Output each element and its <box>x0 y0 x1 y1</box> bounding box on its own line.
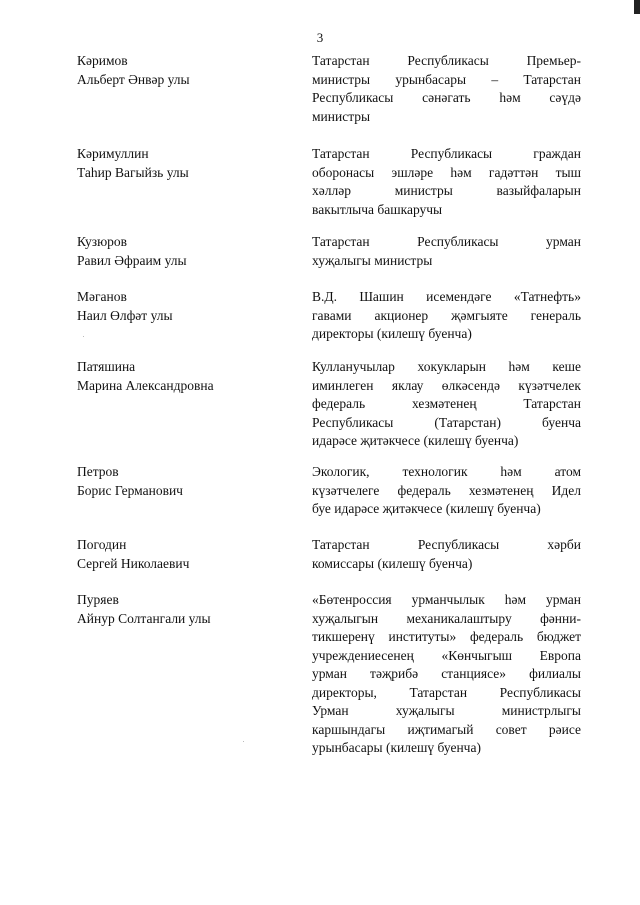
member-name <box>77 463 277 500</box>
member-given-names: Айнур Солтангали улы <box>77 610 211 626</box>
member-name <box>77 591 277 628</box>
position-line: хәлләр министры вазыйфаларын <box>312 183 581 198</box>
position-line: учреждениесенең «Көнчыгыш Европа <box>312 647 581 663</box>
position-line: гавами акционер җәмгыяте генераль <box>312 307 581 323</box>
position-line: вакытлыча башкаручы <box>312 201 443 217</box>
member-given-names: Сергей Николаевич <box>77 555 190 571</box>
member-name <box>77 536 277 573</box>
member-given-names: Таһир Вагыйзь улы <box>77 164 189 180</box>
position-line: Татарстан Республикасы урман <box>312 234 581 249</box>
member-name <box>77 52 277 89</box>
position-line: идарәсе җитәкчесе (килешү буенча) <box>312 433 519 448</box>
member-position <box>312 536 581 573</box>
page-number: 3 <box>316 30 324 45</box>
member-name <box>77 233 277 270</box>
member-position <box>312 358 581 451</box>
position-line: комиссары (килешү буенча) <box>312 555 473 571</box>
member-position <box>312 52 581 126</box>
member-given-names: Альберт Әнвәр улы <box>77 71 190 87</box>
position-line: хуҗалыгы министры <box>312 252 433 268</box>
position-line: «Бөтенроссия урманчылык һәм урман <box>312 592 581 607</box>
member-given-names: Равил Әфраим улы <box>77 252 187 268</box>
position-line: оборонасы эшләре һәм гадәттән тыш <box>312 164 581 180</box>
position-line: Кулланучылар хокукларын һәм кеше <box>312 359 581 374</box>
position-line: Татарстан Республикасы граждан <box>312 146 581 161</box>
member-name <box>77 288 277 325</box>
member-surname: Патяшина <box>77 359 136 374</box>
scan-speck <box>243 741 244 742</box>
position-line: федераль хезмәтенең Татарстан <box>312 396 581 411</box>
position-line: Республикасы сәнәгать һәм сәүдә <box>312 90 581 105</box>
position-line: хуҗалыгын механикалаштыру фәнни- <box>312 610 581 626</box>
position-line: тикшеренү институты» федераль бюджет <box>312 629 581 644</box>
position-line: Татарстан Республикасы Премьер- <box>312 53 581 68</box>
member-surname: Кәримов <box>77 53 128 68</box>
member-position <box>312 463 581 519</box>
position-line: урынбасары (килешү буенча) <box>312 740 481 755</box>
position-line: күзәтчелеге федераль хезмәтенең Идел <box>312 482 581 498</box>
member-surname: Пуряев <box>77 592 119 607</box>
member-surname: Кузюров <box>77 234 128 249</box>
position-line: Урман хуҗалыгы министрлыгы <box>312 703 581 718</box>
member-position <box>312 233 581 270</box>
scan-edge-mark <box>634 0 640 14</box>
member-given-names: Наил Өлфәт улы <box>77 307 173 323</box>
member-position <box>312 145 581 219</box>
member-surname: Петров <box>77 464 119 479</box>
member-position <box>312 591 581 758</box>
position-line: Экологик, технологик һәм атом <box>312 464 581 479</box>
member-surname: Кәримуллин <box>77 146 149 161</box>
member-position <box>312 288 581 344</box>
member-given-names: Марина Александровна <box>77 377 214 393</box>
position-line: директоры, Татарстан Республикасы <box>312 684 581 700</box>
member-surname: Погодин <box>77 537 127 552</box>
position-line: иминлеген яклау өлкәсендә күзәтчелек <box>312 377 581 393</box>
scan-speck <box>83 336 84 337</box>
position-line: В.Д. Шашин исемендәге «Татнефть» <box>312 289 581 304</box>
member-name <box>77 358 277 395</box>
position-line: министры урынбасары – Татарстан <box>312 71 581 87</box>
position-line: урман тәҗрибә станциясе» филиалы <box>312 666 581 681</box>
member-given-names: Борис Германович <box>77 482 183 498</box>
member-surname: Мәганов <box>77 289 127 304</box>
position-line: Республикасы (Татарстан) буенча <box>312 414 581 430</box>
position-line: директоры (килешү буенча) <box>312 326 472 341</box>
position-line: буе идарәсе җитәкчесе (килешү буенча) <box>312 501 541 516</box>
position-line: каршындагы иҗтимагый совет рәисе <box>312 721 581 737</box>
member-name <box>77 145 277 182</box>
position-line: министры <box>312 108 371 124</box>
position-line: Татарстан Республикасы хәрби <box>312 537 581 552</box>
